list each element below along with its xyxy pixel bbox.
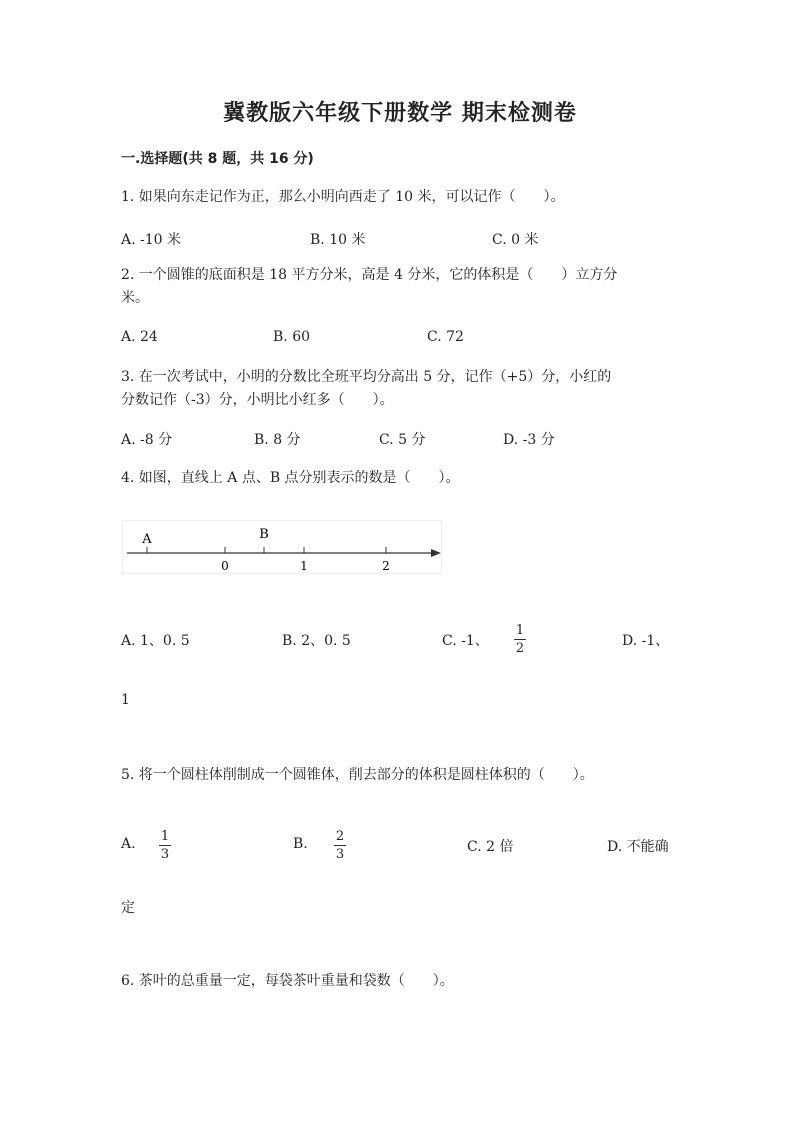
q5-option-c: C. 2 倍	[467, 839, 514, 855]
fraction-denominator: 3	[160, 847, 170, 862]
q4-option-a: A. 1、0. 5	[121, 633, 190, 649]
tick-label-0: 0	[221, 559, 229, 573]
question-2-text-line1: 2. 一个圆锥的底面积是 18 平方分米，高是 4 分米，它的体积是（ ）立方分	[121, 267, 618, 283]
point-label-a: A	[142, 532, 152, 547]
fraction-bar	[514, 639, 526, 640]
q1-option-c: C. 0 米	[492, 232, 539, 248]
page-title: 冀教版六年级下册数学 期末检测卷	[223, 101, 577, 126]
q3-option-d: D. -3 分	[503, 432, 555, 448]
question-1-text: 1. 如果向东走记作为正，那么小明向西走了 10 米，可以记作（ ）。	[121, 189, 565, 205]
tick-label-2: 2	[382, 559, 390, 573]
fraction-numerator: 1	[160, 829, 170, 844]
q4-option-d-wrap: 1	[121, 692, 130, 708]
fraction-bar	[334, 845, 346, 846]
q5-option-a: A.	[121, 836, 136, 852]
section-heading: 一.选择题(共 8 题，共 16 分)	[121, 151, 314, 167]
q4-option-b: B. 2、0. 5	[282, 633, 351, 649]
q4-option-c-fraction	[514, 623, 526, 656]
question-6-text: 6. 茶叶的总重量一定，每袋茶叶重量和袋数（ ）。	[121, 973, 454, 989]
question-4-text: 4. 如图，直线上 A 点、B 点分别表示的数是（ ）。	[121, 470, 460, 486]
q3-option-a: A. -8 分	[121, 432, 173, 448]
tick-label-1: 1	[300, 559, 308, 573]
question-3-text-line2: 分数记作（-3）分，小明比小红多（ ）。	[121, 392, 394, 408]
fraction-denominator: 2	[515, 641, 525, 656]
q4-option-c: C. -1、	[442, 633, 489, 649]
number-line-figure	[122, 520, 442, 574]
q5-option-d: D. 不能确	[607, 839, 669, 855]
q5-option-b: B.	[293, 836, 308, 852]
q5-option-a-fraction	[159, 829, 171, 862]
q3-option-b: B. 8 分	[254, 432, 301, 448]
q1-option-a: A. -10 米	[121, 232, 182, 248]
question-2-text-line2: 米。	[121, 290, 149, 306]
fraction-numerator: 1	[515, 623, 525, 638]
question-5-text: 5. 将一个圆柱体削制成一个圆锥体，削去部分的体积是圆柱体积的（ ）。	[121, 767, 594, 783]
question-3-text-line1: 3. 在一次考试中，小明的分数比全班平均分高出 5 分，记作（+5）分，小红的	[121, 369, 612, 385]
q2-option-b: B. 60	[273, 329, 311, 345]
fraction-numerator: 2	[335, 829, 345, 844]
q5-option-b-fraction	[334, 829, 346, 862]
fraction-bar	[159, 845, 171, 846]
number-line-svg	[123, 521, 441, 573]
fraction-denominator: 3	[335, 847, 345, 862]
q1-option-b: B. 10 米	[310, 232, 366, 248]
q3-option-c: C. 5 分	[379, 432, 426, 448]
q4-option-d: D. -1、	[622, 633, 670, 649]
number-line-arrow	[431, 549, 441, 557]
point-label-b: B	[259, 527, 269, 542]
q2-option-a: A. 24	[121, 329, 158, 345]
q2-option-c: C. 72	[427, 329, 464, 345]
q5-option-d-wrap: 定	[121, 900, 135, 916]
